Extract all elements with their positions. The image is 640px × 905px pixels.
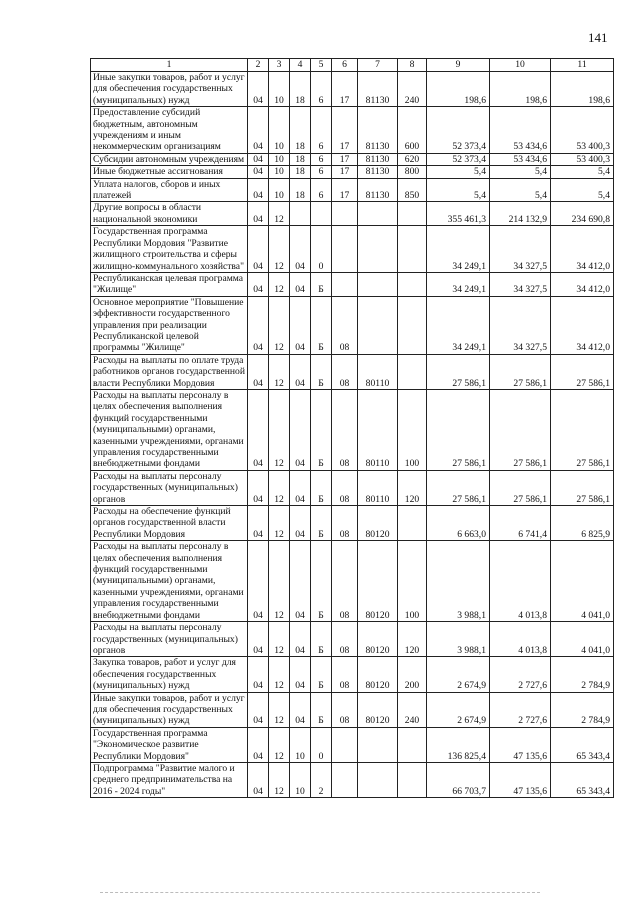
code-cell: 80120 [358, 622, 398, 657]
table-row [91, 762, 614, 797]
code-cell: 08 [332, 657, 358, 692]
code-cell: 10 [269, 178, 290, 202]
code-cell: 08 [332, 389, 358, 470]
code-cell: 6 [311, 166, 332, 178]
code-cell: 850 [398, 178, 427, 202]
header-cell: 11 [551, 59, 614, 72]
table-row [91, 202, 614, 226]
code-cell: 120 [398, 470, 427, 505]
amount-cell: 27 586,1 [551, 389, 614, 470]
code-cell: 12 [269, 389, 290, 470]
code-cell: 800 [398, 166, 427, 178]
code-cell: Б [311, 296, 332, 354]
code-cell: 04 [290, 226, 311, 273]
code-cell: 6 [311, 178, 332, 202]
code-cell: 04 [248, 296, 269, 354]
row-description: Закупка товаров, работ и услуг для обеспечения государственных (муниципальных) нужд [91, 657, 248, 692]
amount-cell: 4 041,0 [551, 541, 614, 622]
code-cell: 10 [269, 153, 290, 165]
amount-cell: 355 461,3 [427, 202, 490, 226]
code-cell: 80120 [358, 541, 398, 622]
code-cell: 12 [269, 762, 290, 797]
code-cell: 81130 [358, 166, 398, 178]
amount-cell: 34 249,1 [427, 226, 490, 273]
amount-cell: 5,4 [427, 166, 490, 178]
code-cell: 12 [269, 202, 290, 226]
code-cell: Б [311, 354, 332, 389]
amount-cell: 53 400,3 [551, 107, 614, 154]
code-cell [398, 272, 427, 296]
code-cell [311, 202, 332, 226]
amount-cell: 3 988,1 [427, 622, 490, 657]
amount-cell: 5,4 [427, 178, 490, 202]
amount-cell: 34 412,0 [551, 226, 614, 273]
amount-cell: 6 741,4 [490, 506, 551, 541]
code-cell: 04 [248, 622, 269, 657]
amount-cell: 2 784,9 [551, 657, 614, 692]
row-description: Основное мероприятие "Повышение эффективности государственного управления при реализации Республиканской целевой программы "Жилище" [91, 296, 248, 354]
code-cell: 6 [311, 107, 332, 154]
code-cell: 04 [248, 202, 269, 226]
code-cell [358, 202, 398, 226]
code-cell: 18 [290, 166, 311, 178]
code-cell: 10 [269, 166, 290, 178]
amount-cell: 53 400,3 [551, 153, 614, 165]
header-cell: 1 [91, 59, 248, 72]
amount-cell: 27 586,1 [551, 470, 614, 505]
table-row [91, 657, 614, 692]
code-cell: 120 [398, 622, 427, 657]
code-cell: 04 [290, 657, 311, 692]
header-cell: 10 [490, 59, 551, 72]
code-cell: Б [311, 470, 332, 505]
code-cell [358, 226, 398, 273]
code-cell [332, 272, 358, 296]
row-description: Расходы на выплаты по оплате труда работников органов государственной власти Республики Мордовия [91, 354, 248, 389]
amount-cell: 2 674,9 [427, 692, 490, 727]
amount-cell: 27 586,1 [490, 354, 551, 389]
amount-cell: 53 434,6 [490, 153, 551, 165]
code-cell: 10 [290, 727, 311, 762]
code-cell: Б [311, 657, 332, 692]
code-cell: 04 [248, 354, 269, 389]
amount-cell: 65 343,4 [551, 727, 614, 762]
code-cell: 04 [248, 541, 269, 622]
code-cell: 18 [290, 107, 311, 154]
amount-cell: 27 586,1 [427, 389, 490, 470]
amount-cell: 53 434,6 [490, 107, 551, 154]
code-cell: 80120 [358, 692, 398, 727]
table-row [91, 72, 614, 107]
code-cell: 08 [332, 354, 358, 389]
table-row [91, 541, 614, 622]
table-body [91, 72, 614, 798]
code-cell: 08 [332, 470, 358, 505]
code-cell [332, 226, 358, 273]
code-cell: 12 [269, 506, 290, 541]
code-cell: 04 [248, 727, 269, 762]
code-cell: 04 [248, 178, 269, 202]
code-cell: 04 [248, 657, 269, 692]
code-cell: 04 [290, 354, 311, 389]
code-cell: 12 [269, 657, 290, 692]
code-cell: Б [311, 389, 332, 470]
code-cell: 08 [332, 692, 358, 727]
amount-cell: 34 249,1 [427, 272, 490, 296]
amount-cell: 5,4 [490, 166, 551, 178]
code-cell: 12 [269, 296, 290, 354]
code-cell: 08 [332, 506, 358, 541]
amount-cell: 34 412,0 [551, 296, 614, 354]
row-description: Государственная программа "Экономическое развитие Республики Мордовия" [91, 727, 248, 762]
table-row [91, 506, 614, 541]
amount-cell: 34 327,5 [490, 226, 551, 273]
code-cell: 18 [290, 72, 311, 107]
code-cell [358, 272, 398, 296]
row-description: Другие вопросы в области национальной экономики [91, 202, 248, 226]
code-cell [332, 727, 358, 762]
table-row [91, 389, 614, 470]
budget-table [90, 58, 614, 798]
table-row [91, 470, 614, 505]
amount-cell: 47 135,6 [490, 727, 551, 762]
code-cell: 600 [398, 107, 427, 154]
code-cell: 100 [398, 541, 427, 622]
code-cell: 12 [269, 470, 290, 505]
amount-cell: 198,6 [490, 72, 551, 107]
code-cell: 04 [248, 692, 269, 727]
page-number: 141 [588, 30, 608, 45]
code-cell: 04 [290, 389, 311, 470]
code-cell: 04 [248, 166, 269, 178]
row-description: Расходы на обеспечение функций органов государственной власти Республики Мордовия [91, 506, 248, 541]
code-cell: 04 [290, 506, 311, 541]
code-cell: 04 [248, 226, 269, 273]
table-row [91, 272, 614, 296]
amount-cell: 5,4 [551, 178, 614, 202]
code-cell: 240 [398, 72, 427, 107]
table-row [91, 354, 614, 389]
code-cell [398, 296, 427, 354]
amount-cell: 27 586,1 [427, 470, 490, 505]
amount-cell: 47 135,6 [490, 762, 551, 797]
row-description: Расходы на выплаты персоналу в целях обеспечения выполнения функций государственными (муниципальными) органами, казенными учреждениями, органами управления государственными внебюджетными фондами [91, 389, 248, 470]
code-cell: 12 [269, 354, 290, 389]
header-cell: 4 [290, 59, 311, 72]
amount-cell: 66 703,7 [427, 762, 490, 797]
amount-cell: 198,6 [427, 72, 490, 107]
code-cell: 10 [269, 107, 290, 154]
table-row [91, 692, 614, 727]
code-cell: 17 [332, 178, 358, 202]
row-description: Расходы на выплаты персоналу государственных (муниципальных) органов [91, 622, 248, 657]
table-row [91, 296, 614, 354]
code-cell: Б [311, 692, 332, 727]
code-cell: Б [311, 541, 332, 622]
amount-cell: 5,4 [551, 166, 614, 178]
code-cell: 08 [332, 296, 358, 354]
code-cell [290, 202, 311, 226]
code-cell [358, 762, 398, 797]
code-cell [398, 354, 427, 389]
amount-cell: 27 586,1 [490, 470, 551, 505]
code-cell: 81130 [358, 153, 398, 165]
code-cell: 17 [332, 107, 358, 154]
code-cell: 81130 [358, 107, 398, 154]
row-description: Государственная программа Республики Мордовия "Развитие жилищного строительства и сферы жилищно-коммунального хозяйства" [91, 226, 248, 273]
code-cell: 04 [290, 470, 311, 505]
amount-cell: 65 343,4 [551, 762, 614, 797]
code-cell: 17 [332, 72, 358, 107]
code-cell: 18 [290, 153, 311, 165]
amount-cell: 52 373,4 [427, 107, 490, 154]
amount-cell: 2 727,6 [490, 657, 551, 692]
amount-cell: 34 249,1 [427, 296, 490, 354]
row-description: Субсидии автономным учреждениям [91, 153, 248, 165]
table-row [91, 153, 614, 165]
amount-cell: 27 586,1 [490, 389, 551, 470]
code-cell: 04 [248, 762, 269, 797]
amount-cell: 2 674,9 [427, 657, 490, 692]
code-cell: Б [311, 622, 332, 657]
amount-cell: 6 825,9 [551, 506, 614, 541]
row-description: Республиканская целевая программа "Жилище" [91, 272, 248, 296]
code-cell: 04 [290, 296, 311, 354]
amount-cell: 3 988,1 [427, 541, 490, 622]
row-description: Предоставление субсидий бюджетным, автономным учреждениям и иным некоммерческим организациям [91, 107, 248, 154]
amount-cell: 2 784,9 [551, 692, 614, 727]
amount-cell: 4 013,8 [490, 622, 551, 657]
amount-cell: 34 327,5 [490, 272, 551, 296]
code-cell: 12 [269, 226, 290, 273]
amount-cell: 4 041,0 [551, 622, 614, 657]
amount-cell: 234 690,8 [551, 202, 614, 226]
header-cell: 8 [398, 59, 427, 72]
code-cell: 04 [248, 72, 269, 107]
code-cell: 80120 [358, 506, 398, 541]
code-cell: 17 [332, 153, 358, 165]
table-row [91, 178, 614, 202]
code-cell [398, 226, 427, 273]
code-cell: 04 [290, 272, 311, 296]
amount-cell: 52 373,4 [427, 153, 490, 165]
code-cell: 08 [332, 622, 358, 657]
code-cell: 04 [248, 506, 269, 541]
code-cell: 04 [248, 153, 269, 165]
table-row [91, 622, 614, 657]
code-cell: 17 [332, 166, 358, 178]
code-cell: 12 [269, 692, 290, 727]
code-cell: 6 [311, 72, 332, 107]
table-header-row [91, 59, 614, 72]
code-cell: 81130 [358, 178, 398, 202]
code-cell: 18 [290, 178, 311, 202]
row-description: Уплата налогов, сборов и иных платежей [91, 178, 248, 202]
row-description: Расходы на выплаты персоналу государственных (муниципальных) органов [91, 470, 248, 505]
code-cell [398, 762, 427, 797]
row-description: Иные закупки товаров, работ и услуг для обеспечения государственных (муниципальных) нужд [91, 72, 248, 107]
code-cell: Б [311, 506, 332, 541]
header-cell: 7 [358, 59, 398, 72]
code-cell: 12 [269, 541, 290, 622]
row-description: Иные закупки товаров, работ и услуг для обеспечения государственных (муниципальных) нужд [91, 692, 248, 727]
code-cell: 12 [269, 727, 290, 762]
code-cell [398, 727, 427, 762]
code-cell: 04 [290, 692, 311, 727]
amount-cell: 34 327,5 [490, 296, 551, 354]
code-cell [398, 202, 427, 226]
code-cell: Б [311, 272, 332, 296]
code-cell: 04 [290, 541, 311, 622]
code-cell: 200 [398, 657, 427, 692]
code-cell: 04 [248, 272, 269, 296]
table-row [91, 166, 614, 178]
code-cell [358, 296, 398, 354]
code-cell: 04 [290, 622, 311, 657]
code-cell: 6 [311, 153, 332, 165]
table-row [91, 226, 614, 273]
code-cell [332, 762, 358, 797]
amount-cell: 27 586,1 [551, 354, 614, 389]
header-cell: 2 [248, 59, 269, 72]
amount-cell: 34 412,0 [551, 272, 614, 296]
code-cell: 0 [311, 727, 332, 762]
code-cell: 2 [311, 762, 332, 797]
code-cell: 80110 [358, 354, 398, 389]
code-cell: 0 [311, 226, 332, 273]
table-row [91, 107, 614, 154]
code-cell: 04 [248, 389, 269, 470]
amount-cell: 2 727,6 [490, 692, 551, 727]
amount-cell: 136 825,4 [427, 727, 490, 762]
code-cell: 80120 [358, 657, 398, 692]
row-description: Расходы на выплаты персоналу в целях обеспечения выполнения функций государственными (муниципальными) органами, казенными учреждениями, органами управления государственными внебюджетными фондами [91, 541, 248, 622]
code-cell: 80110 [358, 470, 398, 505]
code-cell: 08 [332, 541, 358, 622]
amount-cell: 214 132,9 [490, 202, 551, 226]
code-cell: 04 [248, 107, 269, 154]
code-cell: 12 [269, 622, 290, 657]
code-cell [398, 506, 427, 541]
header-cell: 5 [311, 59, 332, 72]
header-cell: 9 [427, 59, 490, 72]
code-cell: 04 [248, 470, 269, 505]
amount-cell: 4 013,8 [490, 541, 551, 622]
code-cell: 80110 [358, 389, 398, 470]
amount-cell: 6 663,0 [427, 506, 490, 541]
code-cell [358, 727, 398, 762]
code-cell: 240 [398, 692, 427, 727]
code-cell: 100 [398, 389, 427, 470]
table-row [91, 727, 614, 762]
code-cell: 10 [269, 72, 290, 107]
code-cell: 81130 [358, 72, 398, 107]
amount-cell: 27 586,1 [427, 354, 490, 389]
row-description: Иные бюджетные ассигнования [91, 166, 248, 178]
code-cell: 12 [269, 272, 290, 296]
row-description: Подпрограмма "Развитие малого и среднего предпринимательства на 2016 - 2024 годы" [91, 762, 248, 797]
amount-cell: 5,4 [490, 178, 551, 202]
code-cell: 620 [398, 153, 427, 165]
header-cell: 3 [269, 59, 290, 72]
header-cell: 6 [332, 59, 358, 72]
amount-cell: 198,6 [551, 72, 614, 107]
code-cell: 10 [290, 762, 311, 797]
code-cell [332, 202, 358, 226]
bottom-divider [100, 892, 540, 893]
